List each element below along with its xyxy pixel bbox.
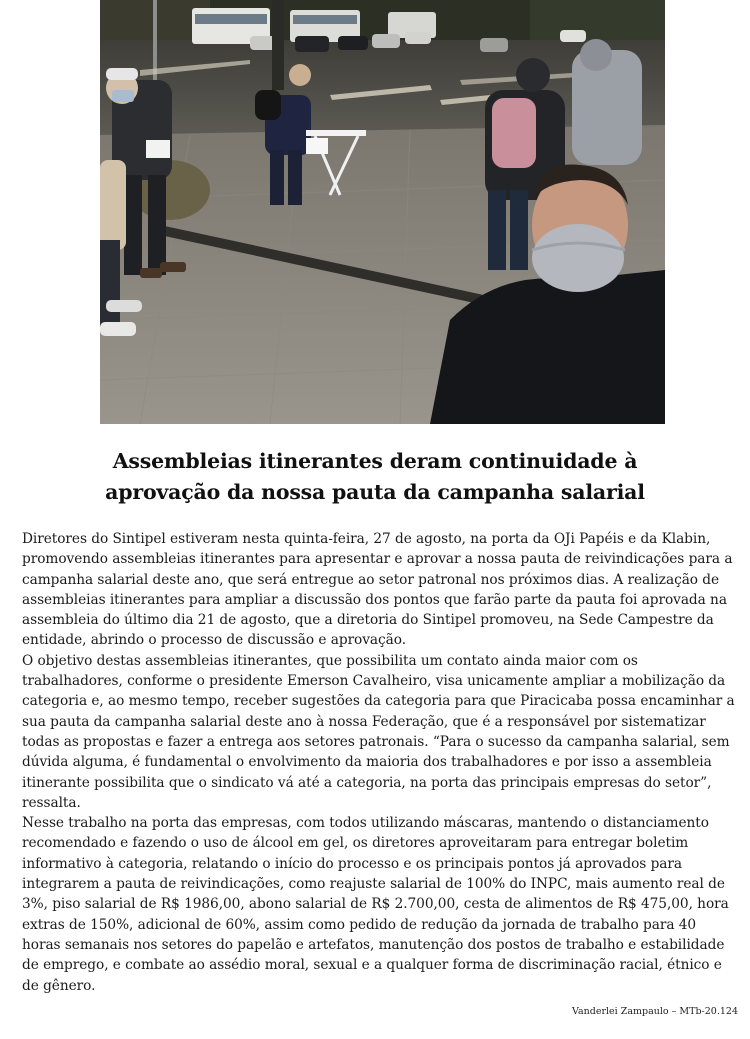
body-paragraph-3: Nesse trabalho na porta das empresas, com todos utilizando máscaras, mantendo o distanciamento recomendado e fazendo o uso de álcool em gel, os diretores aproveitaram para entregar boletim informativo à categoria, relatando o início do processo e os principais pontos já aprovados para integrarem a pauta de reivindicações, como reajuste salarial de 100% do INPC, mais aumento real de 3%, piso salarial de R$ 1986,00, abono salarial de R$ 2.700,00, cesta de alimentos de R$ 475,00, hora extras de 150%, adicional de 60%, assim como pedido de redução da jornada de trabalho para 40 horas semanais nos setores do papelão e artefatos, manutenção dos postos de trabalho e estabilidade de emprego, e combate ao assédio moral, sexual e a qualquer forma de discriminação racial, étnico e de gênero. <box>22 815 729 994</box>
article-photo <box>100 0 665 424</box>
headline-line-2: aprovação da nossa pauta da campanha salarial <box>105 480 645 504</box>
body-paragraph-2: O objetivo destas assembleias itinerantes, que possibilita um contato ainda maior com os trabalhadores, conforme o presidente Emerson Cavalheiro, visa unicamente ampliar a mobilização da categoria e, ao mesmo tempo, receber sugestões da categoria para que Piracicaba possa encaminhar a sua pauta da campanha salarial deste ano à nossa Federação, que é a responsável por sistematizar todas as propostas e fazer a entrega aos setores patronais. “Para o sucesso da campanha salarial, sem dúvida alguma, é fundamental o envolvimento da maioria dos trabalhadores e por isso a assembleia itinerante possibilita que o sindicato vá até a categoria, na porta das principais empresas do setor”, ressalta. <box>22 652 735 811</box>
photo-illustration <box>100 0 665 424</box>
article-body <box>22 529 738 996</box>
author-signature: Vanderlei Zampaulo – MTb-20.124 <box>571 1006 738 1017</box>
body-paragraph-1: Diretores do Sintipel estiveram nesta quinta-feira, 27 de agosto, na porta da OJi Papéis e da Klabin, promovendo assembleias itinerantes para apresentar e aprovar a nossa pauta de reivindicações para a campanha salarial deste ano, que será entregue ao setor patronal nos próximos dias. A realização de assembleias itinerantes para ampliar a discussão dos pontos que farão parte da pauta foi aprovada na assembleia do último dia 21 de agosto, que a diretoria do Sintipel promoveu, na Sede Campestre da entidade, abrindo o processo de discussão e aprovação. <box>22 531 733 649</box>
article-headline <box>40 446 710 508</box>
headline-line-1: Assembleias itinerantes deram continuidade à <box>112 449 638 473</box>
